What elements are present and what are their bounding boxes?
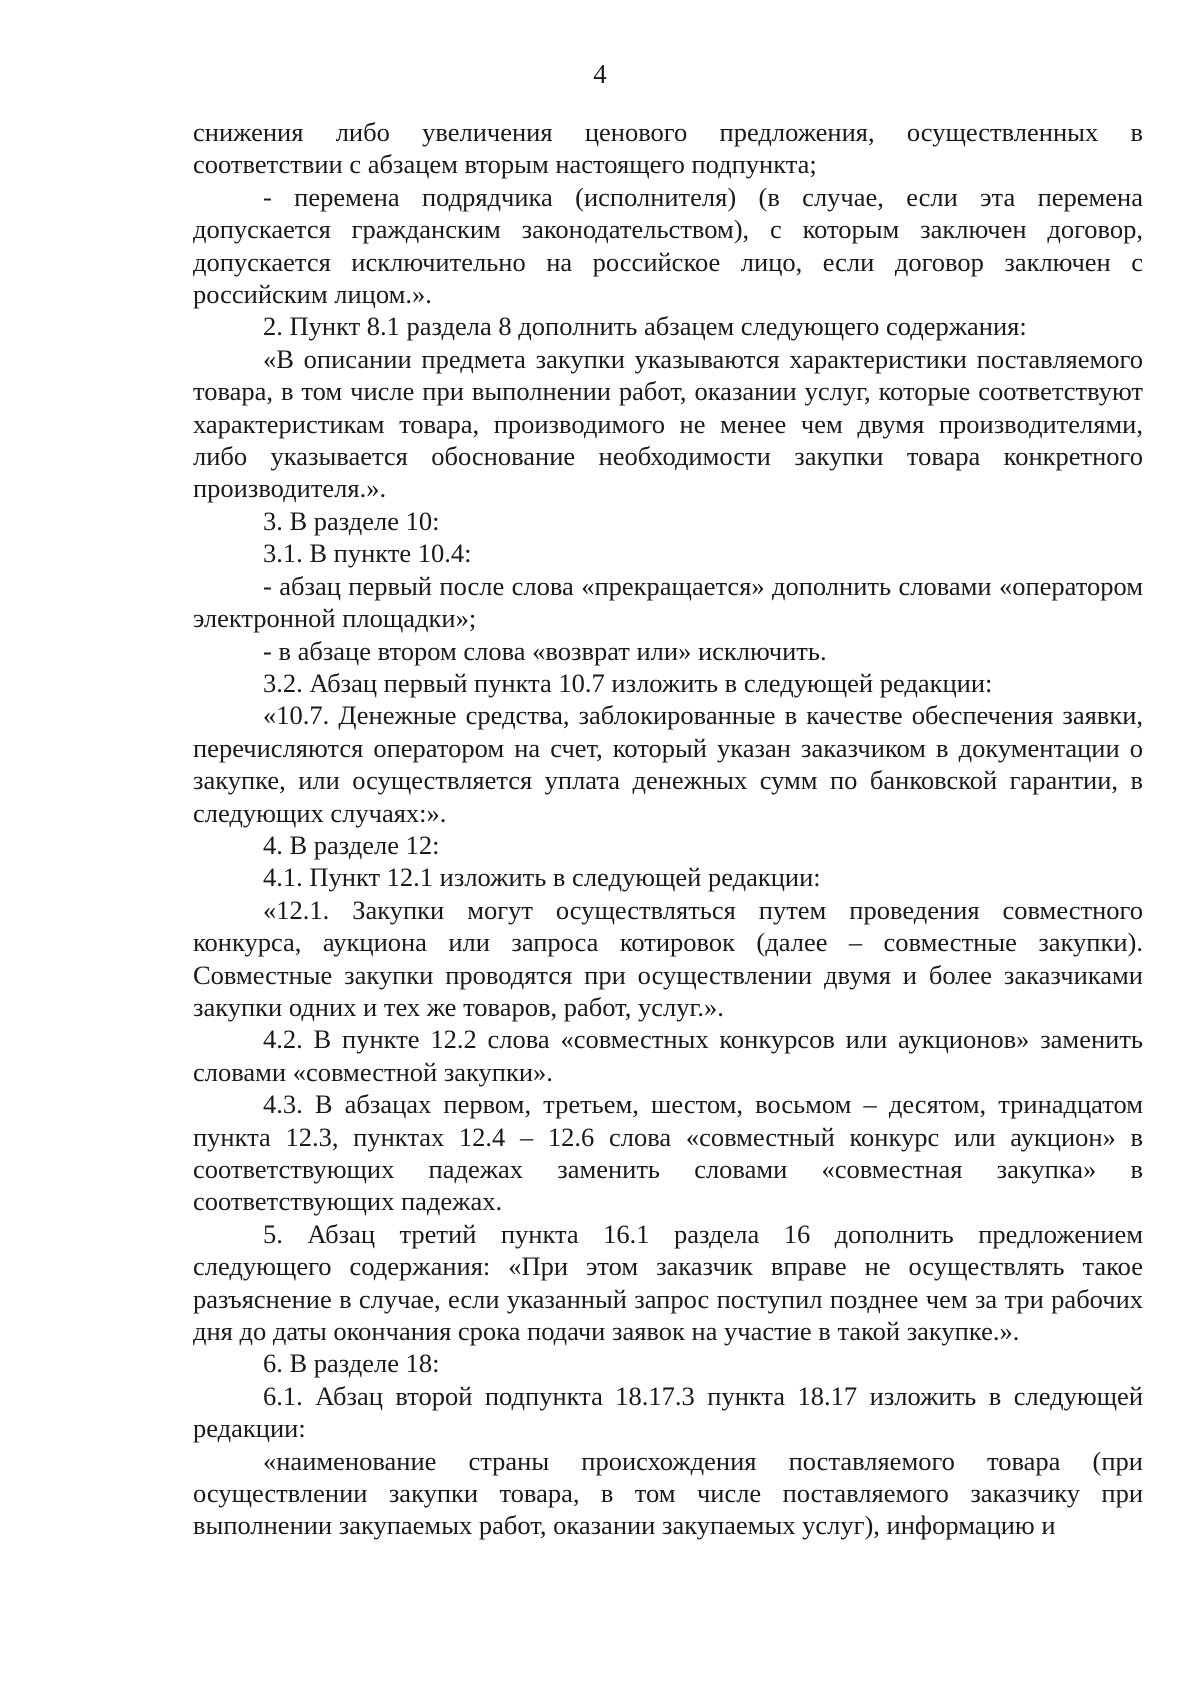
- paragraph-19: «наименование страны происхождения поставляемого товара (при осуществлении закупки товара, в том числе поставляемого заказчику при выполнении закупаемых работ, оказании закупаемых услуг), информацию и: [193, 1445, 1143, 1541]
- paragraph-12: 4.1. Пункт 12.1 изложить в следующей редакции:: [263, 862, 821, 893]
- paragraph-13: «12.1. Закупки могут осуществляться путем проведения совместного конкурса, аукциона или запроса котировок (далее – совместные закупки). Совместные закупки проводятся при осуществлении двумя и более заказчиками закупки одних и тех же товаров, работ, услуг.».: [193, 894, 1143, 1022]
- paragraph-15: 4.3. В абзацах первом, третьем, шестом, восьмом – десятом, тринадцатом пункта 12.3, пунктах 12.4 – 12.6 слова «совместный конкурс или аукцион» в соответствующих падежах заменить словами «совместная закупка» в соответствующих падежах.: [193, 1089, 1143, 1217]
- paragraph-18: 6.1. Абзац второй подпункта 18.17.3 пункта 18.17 изложить в следующей редакции:: [193, 1380, 1143, 1444]
- paragraph-16: 5. Абзац третий пункта 16.1 раздела 16 дополнить предложением следующего содержания: «При этом заказчик вправе не осуществлять такое разъяснение в случае, если указанный запрос поступил позднее чем за три рабочих дня до даты окончания срока подачи заявок на участие в такой закупке.».: [193, 1218, 1143, 1347]
- paragraph-7: - абзац первый после слова «прекращается» дополнить словами «оператором электронной площадки»;: [193, 570, 1143, 634]
- paragraph-17: 6. В разделе 18:: [263, 1348, 440, 1379]
- paragraph-11: 4. В разделе 12:: [263, 829, 440, 860]
- paragraph-14: 4.2. В пункте 12.2 слова «совместных конкурсов или аукционов» заменить словами «совместной закупки».: [193, 1024, 1143, 1087]
- paragraph-4: «В описании предмета закупки указываются характеристики поставляемого товара, в том числе при выполнении работ, оказании услуг, которые соответствуют характеристикам товара, производимого не менее чем двумя производителями, либо указывается обоснование необходимости закупки товара конкретного производителя.».: [193, 343, 1143, 504]
- paragraph-6: 3.1. В пункте 10.4:: [263, 538, 472, 569]
- page-number: 4: [593, 59, 607, 89]
- paragraph-9: 3.2. Абзац первый пункта 10.7 изложить в следующей редакции:: [263, 667, 993, 698]
- document-body: [193, 116, 1143, 1542]
- paragraph-2: - перемена подрядчика (исполнителя) (в случае, если эта перемена допускается гражданским законодательством), с которым заключен договор, допускается исключительно на российское лицо, если договор заключен с российским лицом.».: [193, 181, 1143, 310]
- paragraph-1: снижения либо увеличения ценового предложения, осуществленных в соответствии с абзацем вторым настоящего подпункта;: [193, 117, 1143, 180]
- paragraph-8: - в абзаце втором слова «возврат или» исключить.: [263, 635, 827, 666]
- paragraph-5: 3. В разделе 10:: [263, 505, 440, 536]
- paragraph-10: «10.7. Денежные средства, заблокированные в качестве обеспечения заявки, перечисляются оператором на счет, который указан заказчиком в документации о закупке, или осуществляется уплата денежных сумм по банковской гарантии, в следующих случаях:».: [193, 700, 1143, 828]
- paragraph-3: 2. Пункт 8.1 раздела 8 дополнить абзацем следующего содержания:: [263, 311, 1027, 342]
